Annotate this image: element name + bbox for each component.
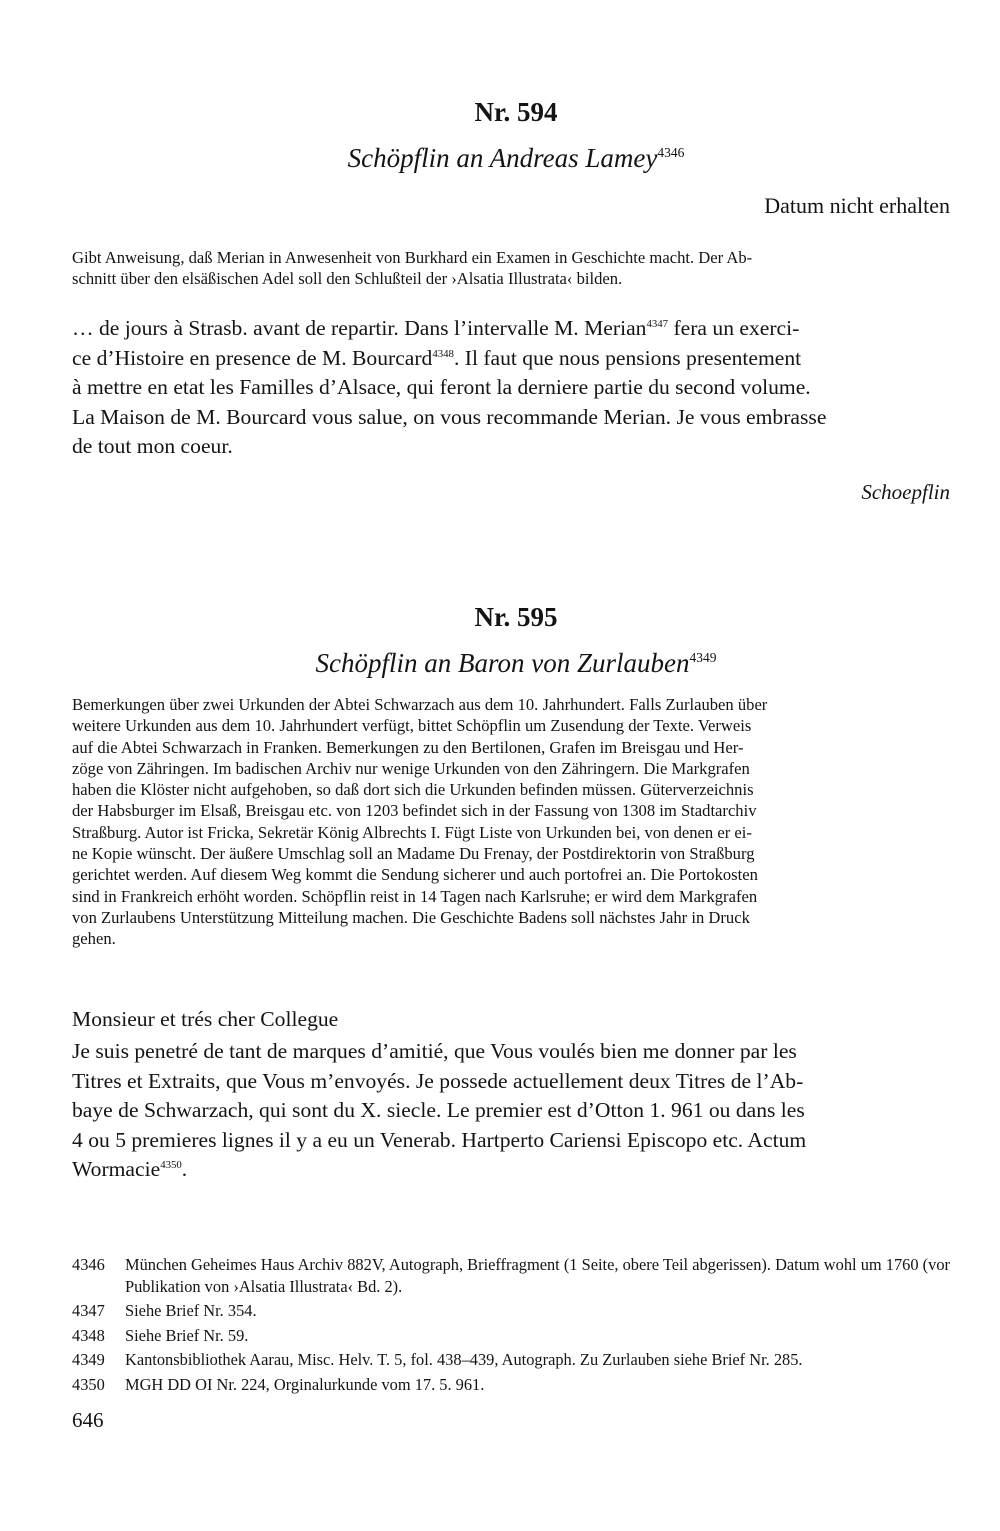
regest-line: haben die Klöster nicht aufgehoben, so daß dort sich die Urkunden befinden müssen. Güterverzeichnis <box>72 780 754 800</box>
footnote-text: Siehe Brief Nr. 354. <box>125 1301 257 1320</box>
footnote-ref: 4350 <box>160 1159 182 1172</box>
footnote-ref: 4348 <box>432 347 454 360</box>
regest-line: auf die Abtei Schwarzach in Franken. Bemerkungen zu den Bertilonen, Grafen im Breisgau und Her- <box>72 737 744 757</box>
footnote-number: 4350 <box>72 1374 105 1394</box>
letter-number-595: Nr. 595 <box>474 602 558 632</box>
text-line: baye de Schwarzach, qui sont du X. siecle. Le premier est d’Otton 1. 961 ou dans les <box>72 1098 805 1123</box>
regest-line: zöge von Zähringen. Im badischen Archiv nur wenige Urkunden von den Zähringern. Die Markgrafen <box>72 758 750 778</box>
letter-text-594 <box>72 314 950 462</box>
footnote <box>72 1254 950 1297</box>
footnote-ref: 4349 <box>689 649 717 665</box>
footnote-text: Siehe Brief Nr. 59. <box>125 1325 249 1345</box>
letter-number-594: Nr. 594 <box>474 97 558 127</box>
text-line: La Maison de M. Bourcard vous salue, on vous recommande Merian. Je vous embrasse <box>72 404 827 429</box>
footnote-number: 4348 <box>72 1325 105 1345</box>
footnote <box>72 1325 950 1347</box>
letter-title-text: Schöpflin an Andreas Lamey <box>347 143 658 173</box>
footnote-text: München Geheimes Haus Archiv 882V, Autograph, Brieffragment (1 Seite, obere Teil abgerissen). Datum wohl um 1760 (vor Publikation von ›Alsatia Illustrata‹ Bd. 2). <box>125 1255 950 1296</box>
footnote-number: 4346 <box>72 1255 105 1274</box>
footnote <box>72 1374 950 1396</box>
page-number: 646 <box>72 1408 104 1432</box>
letter-title-text: Schöpflin an Baron von Zurlauben <box>315 648 690 678</box>
regest-line: gehen. <box>72 929 116 949</box>
footnote-text: Kantonsbibliothek Aarau, Misc. Helv. T. 5, fol. 438–439, Autograph. Zu Zurlauben siehe Brief Nr. 285. <box>125 1350 803 1369</box>
footnote-text: MGH DD OI Nr. 224, Orginalurkunde vom 17. 5. 961. <box>125 1374 485 1394</box>
text-line <box>72 344 950 374</box>
text-line: 4 ou 5 premieres lignes il y a eu un Venerab. Hartperto Cariensi Episcopo etc. Actum <box>72 1127 807 1152</box>
regest-line: Straßburg. Autor ist Fricka, Sekretär König Albrechts I. Fügt Liste von Urkunden bei, von denen er ei- <box>72 822 752 842</box>
regest-line: von Zurlaubens Unterstützung Mitteilung machen. Die Geschichte Badens soll nächstes Jahr in Druck <box>72 907 750 927</box>
letter-date: Datum nicht erhalten <box>764 193 950 218</box>
text-segment: . Il faut que nous pensions presentement <box>453 345 802 370</box>
letter-text-595 <box>72 1037 950 1185</box>
regest-line: gerichtet werden. Auf diesem Weg kommt die Sendung sicherer und auch portofrei an. Die Portokosten <box>72 865 758 885</box>
footnote-ref: 4347 <box>646 317 669 330</box>
signature: Schoepflin <box>861 480 950 504</box>
regest-line: sind in Frankreich erhöht worden. Schöpflin reist in 14 Tagen nach Karlsruhe; er wird dem Markgrafen <box>72 886 758 906</box>
letter-title-595 <box>0 648 1000 679</box>
text-line <box>72 314 950 344</box>
text-segment: fera un exerci- <box>668 316 800 340</box>
regest-line: weitere Urkunden aus dem 10. Jahrhundert verfügt, bittet Schöpflin um Zusendung der Texte. Verweis <box>72 716 752 736</box>
footnote-ref: 4346 <box>657 144 685 160</box>
footnote-number: 4347 <box>72 1301 105 1320</box>
text-segment: Wormacie <box>72 1157 161 1182</box>
regest-line: Gibt Anweisung, daß Merian in Anwesenheit von Burkhard ein Examen in Geschichte macht. Der Ab- <box>72 248 753 267</box>
footnotes <box>72 1254 950 1398</box>
regest-595 <box>72 694 950 950</box>
regest-line: ne Kopie wünscht. Der äußere Umschlag soll an Madame Du Frenay, der Postdirektorin von Straßburg <box>72 844 755 864</box>
footnote <box>72 1349 950 1371</box>
salutation: Monsieur et trés cher Collegue <box>72 1007 339 1031</box>
regest-line: Bemerkungen über zwei Urkunden der Abtei Schwarzach aus dem 10. Jahrhundert. Falls Zurlauben über <box>72 695 768 714</box>
footnote <box>72 1300 950 1322</box>
regest-594 <box>72 247 950 290</box>
text-line: Titres et Extraits, que Vous m’envoyés. Je possede actuellement deux Titres de l’Ab- <box>72 1068 804 1093</box>
regest-line: schnitt über den elsäßischen Adel soll den Schlußteil der ›Alsatia Illustrata‹ bilden. <box>72 269 623 289</box>
letter-title-594 <box>0 143 1000 174</box>
text-line: de tout mon coeur. <box>72 434 233 459</box>
text-segment: ce d’Histoire en presence de M. Bourcard <box>72 345 433 370</box>
text-line: Je suis penetré de tant de marques d’amitié, que Vous voulés bien me donner par les <box>72 1039 797 1063</box>
text-line <box>72 1155 950 1185</box>
text-segment: . <box>181 1157 188 1182</box>
footnote-number: 4349 <box>72 1350 105 1369</box>
text-segment: … de jours à Strasb. avant de repartir. Dans l’intervalle M. Merian <box>72 316 647 340</box>
regest-line: der Habsburger im Elsaß, Breisgau etc. von 1203 befindet sich in der Fassung von 1308 im Stadtarchiv <box>72 801 757 821</box>
text-line: à mettre en etat les Familles d’Alsace, qui feront la derniere partie du second volume. <box>72 375 811 400</box>
